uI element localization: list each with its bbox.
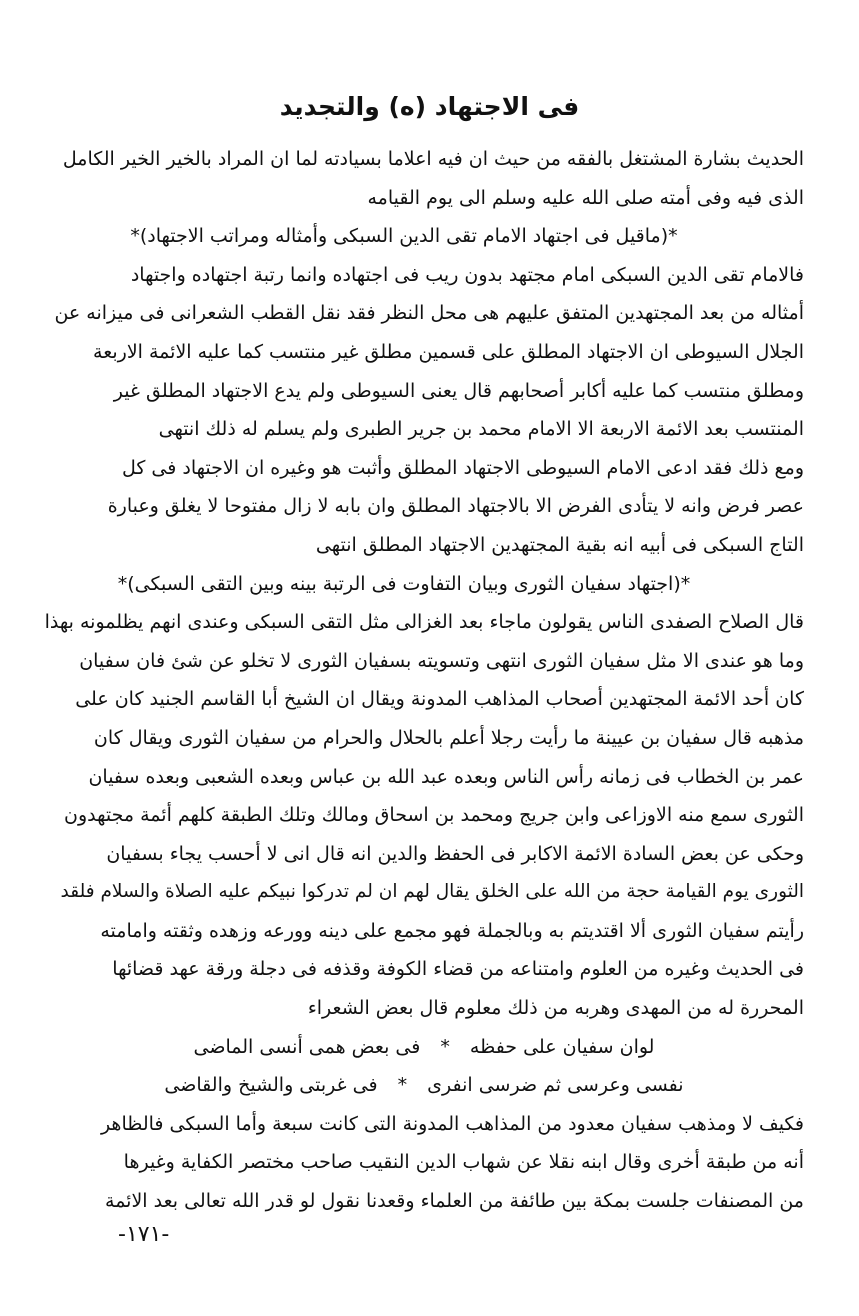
text-line: فكيف لا ومذهب سفيان معدود من المذاهب المدونة التى كانت سبعة وأما السبكى فالظاهر xyxy=(100,1112,804,1135)
page-header: فى الاجتهاد (ه) والتجديد xyxy=(279,92,580,121)
text-line: ومع ذلك فقد ادعى الامام السيوطى الاجتهاد المطلق وأثبت هو وغيره ان الاجتهاد فى كل xyxy=(121,456,804,479)
text-line: فى الحديث وغيره من العلوم وامتناعه من قضاء الكوفة وقذفه فى دجلة ورقة عهد قضائها xyxy=(112,958,804,981)
poem-verse xyxy=(44,1028,804,1067)
text-line: الثورى سمع منه الاوزاعى وابن جريج ومحمد بن اسحاق ومالك وتلك الطبقة كلهم أئمة مجتهدون xyxy=(64,804,804,827)
page-number: -١٧١- xyxy=(118,1222,170,1247)
text-line: الثورى يوم القيامة حجة من الله على الخلق يقال لهم ان لم تدركوا نبيكم عليه الصلاة والسلام فلقد xyxy=(60,881,804,903)
poem-verse xyxy=(44,1066,804,1105)
text-line: المحررة له من المهدى وهربه من ذلك معلوم قال بعض الشعراء xyxy=(307,997,804,1020)
text-line: أمثاله من بعد المجتهدين المتفق عليهم هى محل النظر فقد نقل القطب الشعرانى فى ميزانه عن xyxy=(54,302,804,325)
poem-hemistich: لوان سفيان على حفظه xyxy=(469,1035,655,1058)
poem-hemistich: فى بعض همى أنسى الماضى xyxy=(193,1035,421,1058)
text-line: من المصنفات جلست بمكة بين طائفة من العلماء وقعدنا نقول لو قدر الله تعالى بعد الائمة xyxy=(105,1190,804,1213)
text-line: التاج السبكى فى أبيه انه بقية المجتهدين الاجتهاد المطلق انتهى xyxy=(315,533,804,556)
body-text xyxy=(44,140,804,1221)
text-line: الحديث بشارة المشتغل بالفقه من حيث ان فيه اعلاما بسيادته لما ان المراد بالخير الخير الكامل xyxy=(62,148,804,170)
text-line: وحكى عن بعض السادة الائمة الاكابر فى الحفظ والدين انه قال انى لا أحسب يجاء بسفيان xyxy=(106,842,804,865)
poem-hemistich: نفسى وعرسى ثم ضرسى انفرى xyxy=(427,1074,684,1097)
section-heading: *(ماقيل فى اجتهاد الامام تقى الدين السبكى وأمثاله ومراتب الاجتهاد)* xyxy=(130,225,678,248)
text-line: قال الصلاح الصفدى الناس يقولون ماجاء بعد الغزالى مثل التقى السبكى وعندى انهم يظلمونه بهذا xyxy=(44,611,804,634)
text-line: الجلال السيوطى ان الاجتهاد المطلق على قسمين مطلق غير منتسب كما عليه الائمة الاربعة xyxy=(93,340,804,363)
text-line: وما هو عندى الا مثل سفيان الثورى انتهى وتسويته بسفيان الثورى لا تخلو عن شئ فان سفيان xyxy=(79,649,804,672)
text-line: المنتسب بعد الائمة الاربعة الا الامام محمد بن جرير الطبرى ولم يسلم له ذلك انتهى xyxy=(158,418,804,441)
text-line: مذهبه قال سفيان بن عيينة ما رأيت رجلا أعلم بالحلال والحرام من سفيان الثورى ويقال كان xyxy=(93,726,804,749)
section-heading: *(اجتهاد سفيان الثورى وبيان التفاوت فى الرتبة بينه وبين التقى السبكى)* xyxy=(117,572,691,595)
text-line: كان أحد الائمة المجتهدين أصحاب المذاهب المدونة ويقال ان الشيخ أبا القاسم الجنيد كان على xyxy=(75,688,804,711)
text-line: رأيتم سفيان الثورى ألا اقتديتم به وبالجملة فهو مجمع على دينه وورعه وزهده وثقته وامامته xyxy=(100,919,804,942)
poem-separator: * xyxy=(397,1074,408,1097)
text-line: أنه من طبقة أخرى وقال ابنه نقلا عن شهاب الدين النقيب صاحب مختصر الكفاية وغيرها xyxy=(123,1151,804,1174)
text-line: الذى فيه وفى أمته صلى الله عليه وسلم الى يوم القيامه xyxy=(367,186,804,209)
text-line: فالامام تقى الدين السبكى امام مجتهد بدون ريب فى اجتهاده وانما رتبة اجتهاده واجتهاد xyxy=(130,263,804,286)
text-line: ومطلق منتسب كما عليه أكابر أصحابهم قال يعنى السيوطى ولم يدع الاجتهاد المطلق غير xyxy=(113,379,804,402)
text-line: عمر بن الخطاب فى زمانه رأس الناس وبعده عبد الله بن عباس وبعده الشعبى وبعده سفيان xyxy=(88,765,804,788)
text-line: عصر فرض وانه لا يتأدى الفرض الا بالاجتهاد المطلق وان بابه لا زال مفتوحا لا يغلق وعبارة xyxy=(107,495,804,518)
poem-hemistich: فى غربتى والشيخ والقاضى xyxy=(164,1074,378,1097)
poem-separator: * xyxy=(440,1035,450,1058)
